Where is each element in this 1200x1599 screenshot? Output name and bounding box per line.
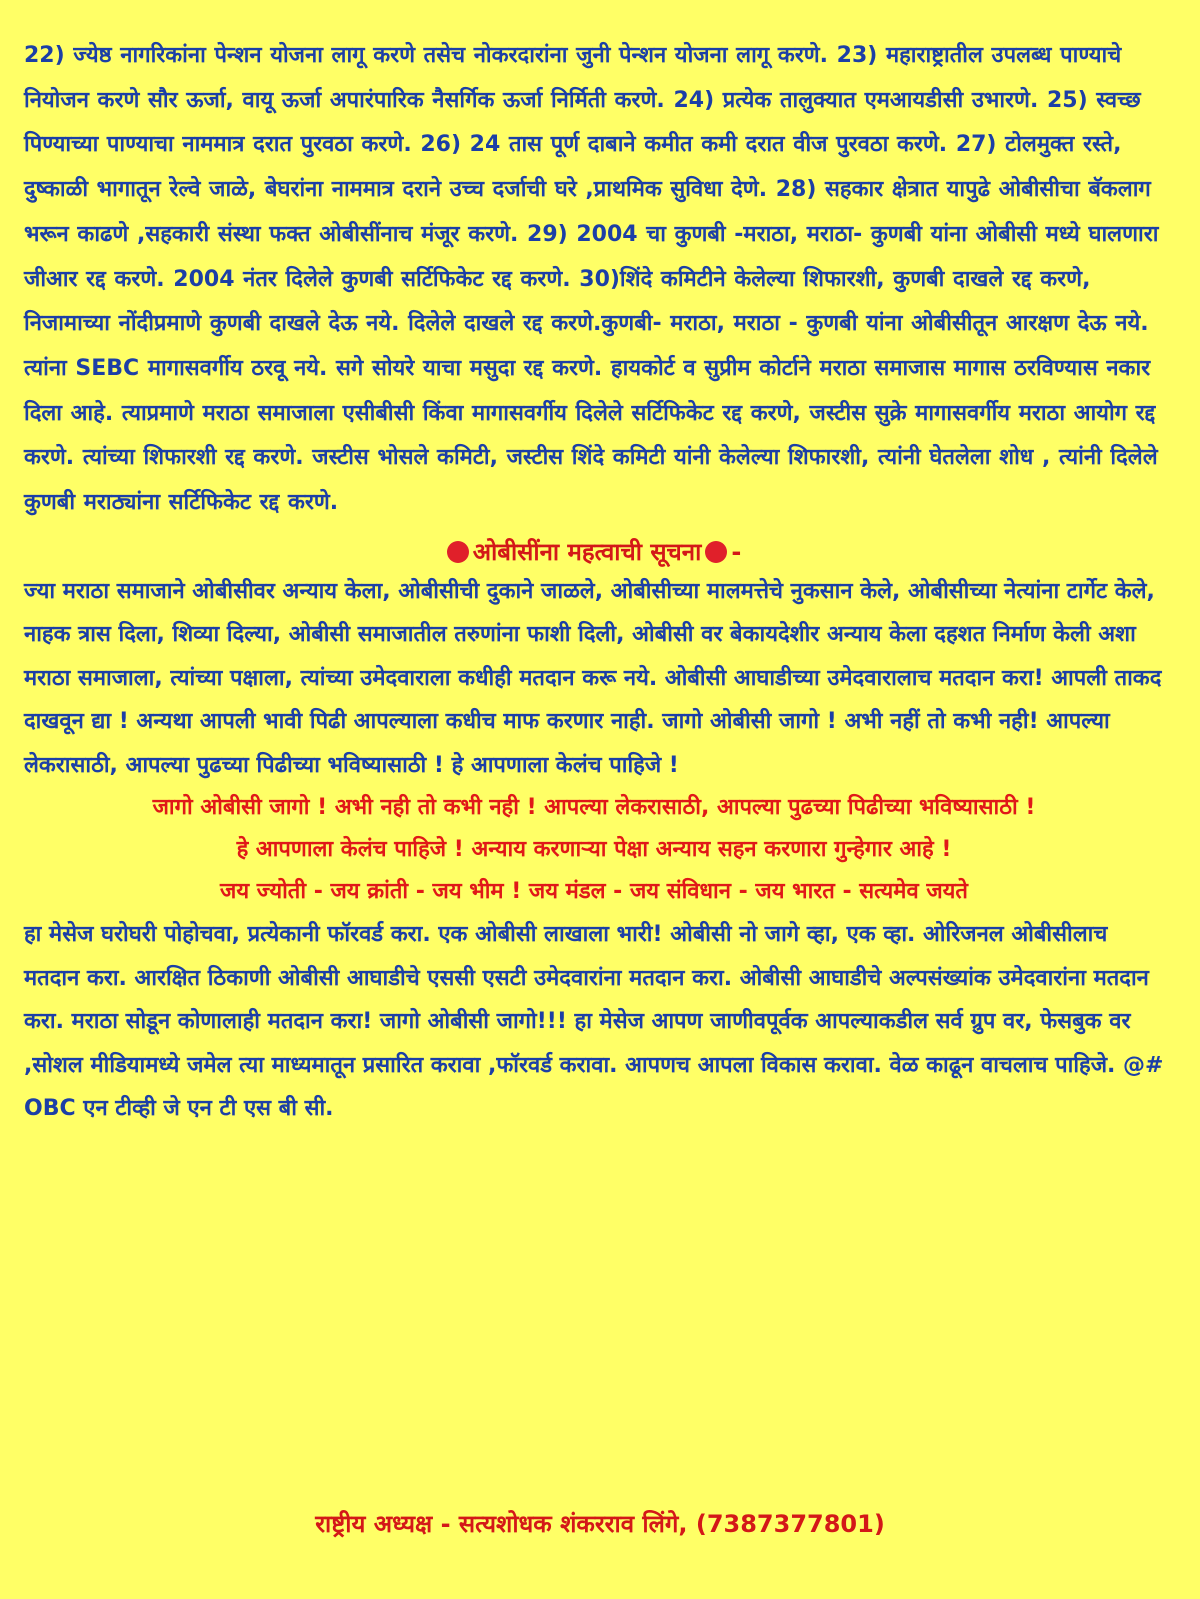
slogan-line-1: जागो ओबीसी जागो ! अभी नही तो कभी नही ! आपल्या लेकरासाठी, आपल्या पुढच्या पिढीच्या भविष्यासाठी ! bbox=[152, 795, 1036, 821]
red-dot-icon bbox=[447, 541, 469, 563]
notice-paragraph: ज्या मराठा समाजाने ओबीसीवर अन्याय केला, ओबीसीची दुकाने जाळले, ओबीसीच्या मालमत्तेचे नुकसान केले, ओबीसीच्या नेत्यांना टार्गेट केले, नाहक त्रास दिला, शिव्या दिल्या, ओबीसी समाजातील तरुणांना फाशी दिली, ओबीसी वर बेकायदेशीर अन्याय केला दहशत निर्माण केली अशा मराठा समाजाला, त्यांच्या पक्षाला, त्यांच्या उमेदवाराला कधीही मतदान करू नये. ओबीसी आघाडीच्या उमेदवारालाच मतदान करा! आपली ताकद दाखवून द्या ! अन्यथा आपली भावी पिढी आपल्याला कधीच माफ करणार नाही. जागो ओबीसी जागो ! अभी नहीं तो कभी नही! आपल्या लेकरासाठी, आपल्या पुढच्या पिढीच्या भविष्यासाठी ! हे आपणाला केलंच पाहिजे ! bbox=[24, 578, 1162, 778]
slogan-line-3: जय ज्योती - जय क्रांती - जय भीम ! जय मंडल - जय संविधान - जय भारत - सत्यमेव जयते bbox=[220, 879, 968, 905]
signature-footer: राष्ट्रीय अध्यक्ष - सत्यशोधक शंकरराव लिंगे, (7387377801) bbox=[315, 1510, 885, 1538]
notice-heading bbox=[24, 534, 1164, 570]
slogan-line-2: हे आपणाला केलंच पाहिजे ! अन्याय करणाऱ्या पेक्षा अन्याय सहन करणारा गुन्हेगार आहे ! bbox=[236, 837, 952, 863]
demands-paragraph: 22) ज्येष्ठ नागरिकांना पेन्शन योजना लागू करणे तसेच नोकरदारांना जुनी पेन्शन योजना लागू करणे. 23) महाराष्ट्रातील उपलब्ध पाण्याचे नियोजन करणे सौर ऊर्जा, वायू ऊर्जा अपारंपारिक नैसर्गिक ऊर्जा निर्मिती करणे. 24) प्रत्येक तालुक्यात एमआयडीसी उभारणे. 25) स्वच्छ पिण्याच्या पाण्याचा नाममात्र दरात पुरवठा करणे. 26) 24 तास पूर्ण दाबाने कमीत कमी दरात वीज पुरवठा करणे. 27) टोलमुक्त रस्ते, दुष्काळी भागातून रेल्वे जाळे, बेघरांना नाममात्र दराने उच्च दर्जाची घरे ,प्राथमिक सुविधा देणे. 28) सहकार क्षेत्रात यापुढे ओबीसीचा बॅकलाग भरून काढणे ,सहकारी संस्था फक्त ओबीसींनाच मंजूर करणे. 29) 2004 चा कुणबी -मराठा, मराठा- कुणबी यांना ओबीसी मध्ये घालणारा जीआर रद्द करणे. 2004 नंतर दिलेले कुणबी सर्टिफिकेट रद्द करणे. 30)शिंदे कमिटीने केलेल्या शिफारशी, कुणबी दाखले रद्द करणे, निजामाच्या नोंदीप्रमाणे कुणबी दाखले देऊ नये. दिलेले दाखले रद्द करणे.कुणबी- मराठा, मराठा - कुणबी यांना ओबीसीतून आरक्षण देऊ नये. त्यांना SEBC मागासवर्गीय ठरवू नये. सगे सोयरे याचा मसुदा रद्द करणे. हायकोर्ट व सुप्रीम कोर्टाने मराठा समाजास मागास ठरविण्यास नकार दिला आहे. त्याप्रमाणे मराठा समाजाला एसीबीसी किंवा मागासवर्गीय दिलेले सर्टिफिकेट रद्द करणे, जस्टीस सुक्रे मागासवर्गीय मराठा आयोग रद्द करणे. त्यांच्या शिफारशी रद्द करणे. जस्टीस भोसले कमिटी, जस्टीस शिंदे कमिटी यांनी केलेल्या शिफारशी, त्यांनी घेतलेला शोध , त्यांनी दिलेले कुणबी मराठ्यांना सर्टिफिकेट रद्द करणे. bbox=[24, 43, 1159, 516]
notice-heading-suffix: - bbox=[731, 537, 742, 566]
forward-message-paragraph: हा मेसेज घरोघरी पोहोचवा, प्रत्येकानी फॉरवर्ड करा. एक ओबीसी लाखाला भारी! ओबीसी नो जागे व्हा, एक व्हा. ओरिजनल ओबीसीलाच मतदान करा. आरक्षित ठिकाणी ओबीसी आघाडीचे एससी एसटी उमेदवारांना मतदान करा. ओबीसी आघाडीचे अल्पसंख्यांक उमेदवारांना मतदान करा. मराठा सोडून कोणालाही मतदान करा! जागो ओबीसी जागो!!! हा मेसेज आपण जाणीवपूर्वक आपल्याकडील सर्व ग्रुप वर, फेसबुक वर ,सोशल मीडियामध्ये जमेल त्या माध्यमातून प्रसारित करावा ,फॉरवर्ड करावा. आपणच आपला विकास करावा. वेळ काढून वाचलाच पाहिजे. @# OBC एन टीव्ही जे एन टी एस बी सी. bbox=[24, 922, 1164, 1122]
red-dot-icon bbox=[705, 541, 727, 563]
notice-heading-text: ओबीसींना महत्वाची सूचना bbox=[472, 537, 702, 566]
